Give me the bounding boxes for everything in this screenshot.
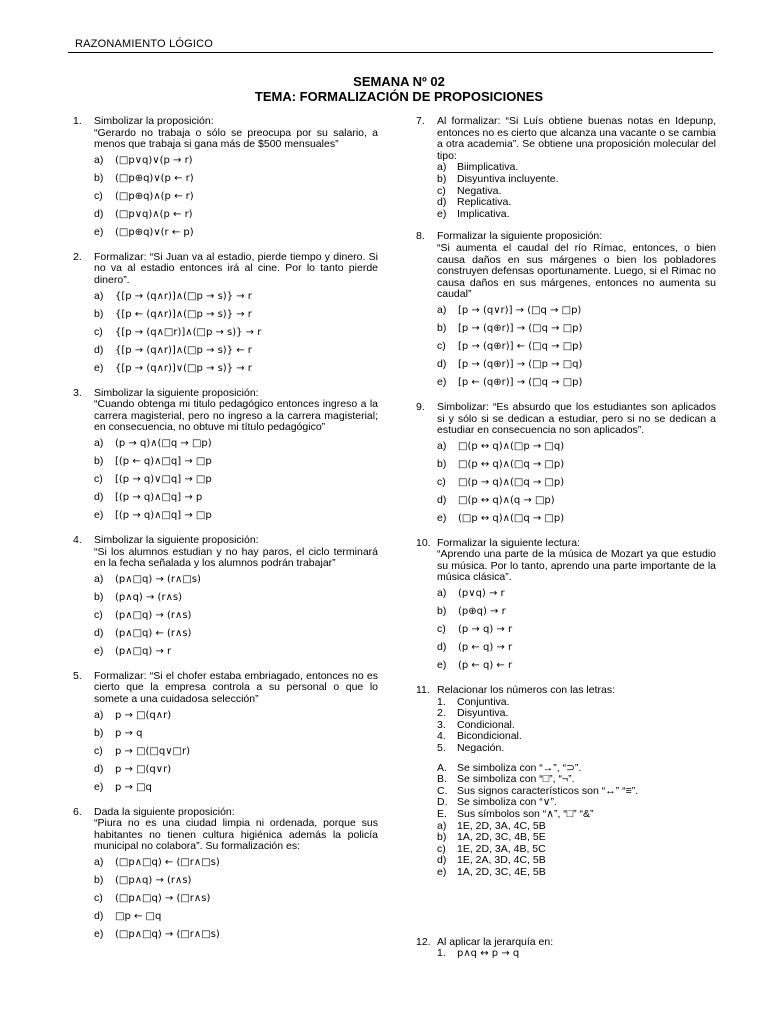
numbered-item (437, 948, 716, 960)
option-text: Replicativa. (457, 196, 512, 209)
option-letter: b) (94, 454, 104, 467)
course-header: RAZONAMIENTO LÓGICO (75, 38, 214, 50)
answer-option (437, 509, 716, 527)
answer-option (94, 588, 378, 606)
item-letter: E. (437, 808, 447, 820)
option-letter: a) (437, 819, 447, 832)
answer-option (437, 319, 716, 337)
question-text: Al formalizar: “Si Luís obtiene buenas notas en Idepunp, entonces no es cierto que alcanza una vacante o se cambia a otra academia”. Se obtiene una proposición molecular del tipo: (437, 115, 717, 162)
question-text: “Si los alumnos estudian y no hay paros, el ciclo terminará en la fecha señalada y los alumnos podrán trabajar” (94, 545, 378, 570)
option-text: (□p∨q)∨(p → r) (115, 154, 193, 166)
option-text: (p ← q) → r (458, 642, 513, 654)
option-text: (p⊕q) → r (458, 606, 506, 618)
option-letter: a) (94, 289, 104, 302)
question-text: “Aprendo una parte de la música de Mozart ya que estudio su música. Por lo tanto, aprendo una parte importante de la música clásica”. (437, 548, 716, 584)
option-letter: c) (94, 608, 103, 621)
answer-option (437, 473, 716, 491)
answer-option (94, 724, 378, 742)
header-rule (68, 52, 713, 53)
question-text: “Cuando obtenga mi titulo pedagógico entonces ingreso a la carrera magisterial, pero no ingreso a la carrera magisterial; en consecuencia, no obtuve mi título pedagógico” (94, 398, 378, 434)
option-letter: c) (94, 472, 103, 485)
answer-option (94, 488, 378, 506)
option-text: {[p → (q∧r)]∨(□p → s)} → r (115, 362, 252, 374)
question-5 (73, 671, 378, 796)
option-text: {[p → (q∧r)]∧(□p → s)} ← r (115, 344, 252, 356)
option-letter: d) (94, 762, 104, 775)
question-text: Formalizar: “Si Juan va al estadio, pierde tiempo y dinero. Si no va al estadio entonces irá al cine. Por lo tanto pierde dinero”. (94, 250, 378, 286)
option-text: (p ← q) ← r (458, 660, 513, 672)
option-letter: d) (94, 909, 104, 922)
option-text: p → □q (115, 781, 152, 793)
option-letter: e) (94, 225, 104, 238)
left-column (73, 116, 378, 954)
question-text: “Piura no es una ciudad limpia ni ordenada, porque sus habitantes no tienen cultura higiénica además la policía municipal no colabora”. Su formalización es: (94, 817, 378, 853)
option-text: 1E, 2D, 3A, 4C, 5B (457, 819, 546, 832)
option-letter: d) (437, 196, 447, 209)
answer-option (94, 606, 378, 624)
option-letter: d) (94, 207, 104, 220)
option-text: (□p⊕q)∨(p ← r) (115, 172, 194, 184)
option-text: {[p → (q∧r)]∧(□p → s)} → r (115, 290, 252, 302)
option-text: (□p⊕q)∨(r ← p) (115, 226, 194, 238)
answer-option (437, 373, 716, 391)
option-letter: c) (437, 623, 446, 636)
option-text: Biimplicativa. (457, 161, 519, 174)
question-text: Simbolizar la proposición: (94, 115, 214, 127)
option-text: (p∧□q) → (r∧□s) (115, 573, 201, 585)
option-letter: b) (94, 171, 104, 184)
answer-option (94, 853, 378, 871)
option-letter: d) (437, 641, 447, 654)
item-text: Conjuntiva. (457, 695, 510, 708)
answer-option (94, 205, 378, 223)
option-text: Disyuntiva incluyente. (457, 172, 559, 185)
answer-option (437, 638, 716, 656)
option-letter: c) (437, 339, 446, 352)
answer-option (94, 169, 378, 187)
option-letter: e) (437, 511, 447, 524)
question-number: 3. (73, 386, 82, 399)
option-text: [(p → q)∧□q] → □p (115, 509, 212, 521)
option-letter: e) (94, 780, 104, 793)
answer-option (94, 889, 378, 907)
option-letter: e) (437, 375, 447, 388)
option-letter: a) (94, 153, 104, 166)
option-text: [(p → q)∨□q] → □p (115, 473, 212, 485)
item-letter: B. (437, 773, 447, 786)
option-letter: b) (94, 726, 104, 739)
option-text: Negativa. (457, 184, 502, 197)
option-text: [p → (q∨r)] → (□q → □p) (458, 304, 582, 316)
answer-option (437, 867, 716, 879)
option-text: (p∧q) → (r∧s) (115, 591, 182, 603)
item-text: Sus signos característicos son “↔” “≡”. (457, 784, 639, 797)
option-text: p → □(q∨r) (115, 763, 172, 775)
option-text: □(p → q)∧(□q → □p) (458, 476, 565, 488)
answer-option (94, 305, 378, 323)
answer-option (94, 434, 378, 452)
option-letter: e) (94, 644, 104, 657)
answer-option (94, 706, 378, 724)
item-text: Se simboliza con “∨”. (457, 796, 557, 809)
answer-option (94, 624, 378, 642)
option-letter: c) (94, 189, 103, 202)
question-number: 4. (73, 533, 82, 546)
question-text: Simbolizar: “Es absurdo que los estudiantes son aplicados si y sólo si se dedican a estudiar, pero si no se dedican a estudiar en consecuencia no son aplicados”. (437, 400, 716, 437)
option-text: (□p∧□q) → (□r∧□s) (115, 928, 220, 940)
option-text: □(p ↔ q)∧(□p → □q) (458, 440, 565, 452)
option-text: (□p ↔ q)∧(□q → □p) (458, 512, 565, 524)
answer-option (94, 287, 378, 305)
question-text: Formalizar: “Si el chofer estaba embriagado, entonces no es cierto que la empresa controla a su personal o que lo somete a una cuidadosa selección” (94, 669, 378, 705)
option-letter: e) (94, 508, 104, 521)
option-text: □p ← □q (115, 910, 162, 922)
answer-option (437, 455, 716, 473)
item-letter: A. (437, 761, 447, 774)
answer-option (437, 301, 716, 319)
question-11 (416, 685, 716, 879)
option-letter: b) (437, 172, 447, 185)
item-letter: C. (437, 784, 448, 797)
option-text: □(p ↔ q)∧(□q → □p) (458, 458, 565, 470)
question-1 (73, 116, 378, 241)
answer-option (94, 778, 378, 796)
answer-option (94, 452, 378, 470)
answer-option (437, 209, 716, 221)
question-number: 1. (73, 115, 82, 127)
option-letter: a) (437, 161, 447, 174)
answer-option (94, 323, 378, 341)
question-number: 12. (416, 935, 431, 948)
option-text: 1E, 2A, 3D, 4C, 5B (457, 854, 546, 867)
answer-option (94, 151, 378, 169)
item-number: 4. (437, 730, 446, 743)
option-letter: a) (94, 708, 104, 721)
option-letter: a) (437, 303, 447, 316)
option-text: (p → q)∧(□q → □p) (115, 437, 212, 449)
option-text: □(p ↔ q)∧(q → □p) (458, 494, 555, 506)
option-letter: a) (437, 587, 447, 600)
question-text: Relacionar los números con las letras: (437, 684, 615, 697)
option-letter: e) (94, 361, 104, 374)
answer-option (437, 602, 716, 620)
option-text: (□p∨q)∧(p ← r) (115, 208, 193, 220)
item-letter: D. (437, 796, 448, 809)
option-text: [p → (q⊕r)] → (□q → □p) (458, 322, 583, 334)
option-letter: c) (94, 744, 103, 757)
answer-option (94, 907, 378, 925)
question-number: 9. (416, 400, 425, 413)
answer-option (437, 656, 716, 674)
numbered-item (437, 743, 716, 755)
option-text: p → □(q∧r) (115, 709, 172, 721)
question-number: 8. (416, 230, 425, 243)
option-text: [p → (q⊕r)] ← (□q → □p) (458, 340, 583, 352)
topic-title: TEMA: FORMALIZACIÓN DE PROPOSICIONES (254, 89, 544, 104)
option-letter: c) (437, 475, 446, 488)
item-text: p∧q ↔ p → q (457, 948, 520, 960)
option-letter: d) (94, 490, 104, 503)
option-letter: d) (437, 493, 447, 506)
item-text: Condicional. (457, 718, 515, 731)
answer-option (437, 584, 716, 602)
option-letter: c) (94, 325, 103, 338)
question-text: “Si aumenta el caudal del río Rímac, entonces, o bien causa daños en sus márgenes o bien los pobladores construyen defensas oportunamente. Luego, si el Rimac no causa daños en sus márgenes, entonces no aumenta su caudal” (437, 241, 716, 301)
option-text: (p∧□q) → (r∧s) (115, 609, 192, 621)
answer-option (94, 470, 378, 488)
option-text: 1A, 2D, 3C, 4E, 5B (457, 865, 546, 878)
answer-option (94, 341, 378, 359)
option-text: [p → (q⊕r)] → (□p → □q) (458, 358, 583, 370)
item-text: Bicondicional. (457, 730, 522, 743)
option-letter: a) (94, 572, 104, 585)
option-letter: d) (437, 357, 447, 370)
answer-option (94, 760, 378, 778)
answer-option (94, 359, 378, 377)
question-6 (73, 807, 378, 943)
question-number: 2. (73, 250, 82, 263)
option-letter: b) (94, 873, 104, 886)
question-9 (416, 402, 716, 527)
answer-option (94, 642, 378, 660)
option-text: [(p → q)∧□q] → p (115, 491, 203, 503)
item-text: Disyuntiva. (457, 707, 509, 720)
option-text: 1A, 2D, 3C, 4B, 5E (457, 831, 546, 844)
option-letter: d) (94, 626, 104, 639)
question-3 (73, 388, 378, 524)
option-text: p → □(□q∨□r) (115, 745, 191, 757)
option-letter: b) (437, 457, 447, 470)
question-text: Simbolizar la siguiente proposición: (94, 533, 259, 546)
option-text: (p∨q) → r (458, 588, 505, 600)
option-letter: d) (94, 343, 104, 356)
item-number: 1. (437, 947, 446, 960)
question-number: 7. (416, 115, 425, 127)
option-text: (□p∧q) → (r∧s) (115, 874, 192, 886)
question-text: Formalizar la siguiente proposición: (437, 230, 603, 243)
question-text: Al aplicar la jerarquía en: (437, 935, 554, 948)
question-10 (416, 538, 716, 674)
option-letter: b) (437, 321, 447, 334)
option-letter: c) (437, 842, 446, 855)
answer-option (94, 187, 378, 205)
option-letter: c) (437, 184, 446, 197)
option-text: [(p ← q)∧□q] → □p (115, 455, 212, 467)
option-letter: e) (437, 865, 447, 878)
option-letter: e) (437, 659, 447, 672)
option-letter: a) (94, 855, 104, 868)
option-text: [p ← (q⊕r)] → (□q → □p) (458, 376, 583, 388)
option-text: (□p⊕q)∧(p ← r) (115, 190, 194, 202)
item-text: Se simboliza con “□”, “¬”. (457, 773, 575, 786)
week-title: SEMANA Nº 02 (353, 74, 445, 89)
option-letter: b) (94, 307, 104, 320)
option-letter: b) (94, 590, 104, 603)
question-7 (416, 116, 716, 220)
option-text: p → q (115, 727, 143, 739)
answer-option (437, 437, 716, 455)
question-12 (416, 937, 716, 960)
question-number: 11. (416, 684, 430, 697)
right-column (416, 116, 716, 971)
option-text: {[p ← (q∧r)]∧(□p → s)} → r (115, 308, 252, 320)
item-number: 1. (437, 695, 446, 708)
option-text: (p∧□q) ← (r∧s) (115, 627, 192, 639)
option-letter: b) (437, 831, 447, 844)
option-letter: a) (94, 436, 104, 449)
question-number: 5. (73, 669, 82, 682)
option-text: (p → q) → r (458, 624, 513, 636)
answer-option (437, 337, 716, 355)
item-number: 5. (437, 742, 446, 755)
question-2 (73, 252, 378, 377)
answer-option (94, 742, 378, 760)
option-text: {[p → (q∧□r)]∧(□p → s)} → r (115, 326, 262, 338)
option-text: (□p∧□q) ← (□r∧□s) (115, 856, 220, 868)
answer-option (94, 925, 378, 943)
option-text: Implicativa. (457, 207, 510, 220)
option-letter: e) (94, 927, 104, 940)
answer-option (437, 491, 716, 509)
item-text: Negación. (457, 742, 505, 755)
option-letter: b) (437, 605, 447, 618)
question-text: Dada la siguiente proposición: (94, 805, 235, 818)
item-number: 3. (437, 718, 446, 731)
option-text: (p∧□q) → r (115, 645, 172, 657)
item-number: 2. (437, 707, 446, 720)
question-number: 6. (73, 805, 82, 818)
question-number: 10. (416, 536, 431, 549)
question-8 (416, 231, 716, 391)
option-letter: a) (437, 439, 447, 452)
option-letter: e) (437, 207, 447, 220)
answer-option (94, 223, 378, 241)
question-text: Formalizar la siguiente lectura: (437, 536, 580, 549)
item-text: Sus símbolos son “∧”, “□” “&” (457, 808, 594, 820)
question-4 (73, 535, 378, 660)
option-letter: c) (94, 891, 103, 904)
question-text: Simbolizar la siguiente proposición: (94, 386, 259, 399)
answer-option (94, 570, 378, 588)
option-text: (□p∧□q) → (□r∧s) (115, 892, 211, 904)
item-text: Se simboliza con “→”, “⊃”. (457, 761, 582, 774)
option-text: 1E, 2D, 3A, 4B, 5C (457, 842, 546, 855)
option-letter: d) (437, 854, 447, 867)
question-text: “Gerardo no trabaja o sólo se preocupa por su salario, a menos que trabaja si gana más de $500 mensuales” (94, 126, 378, 151)
answer-option (94, 506, 378, 524)
answer-option (437, 620, 716, 638)
answer-option (94, 871, 378, 889)
answer-option (437, 355, 716, 373)
